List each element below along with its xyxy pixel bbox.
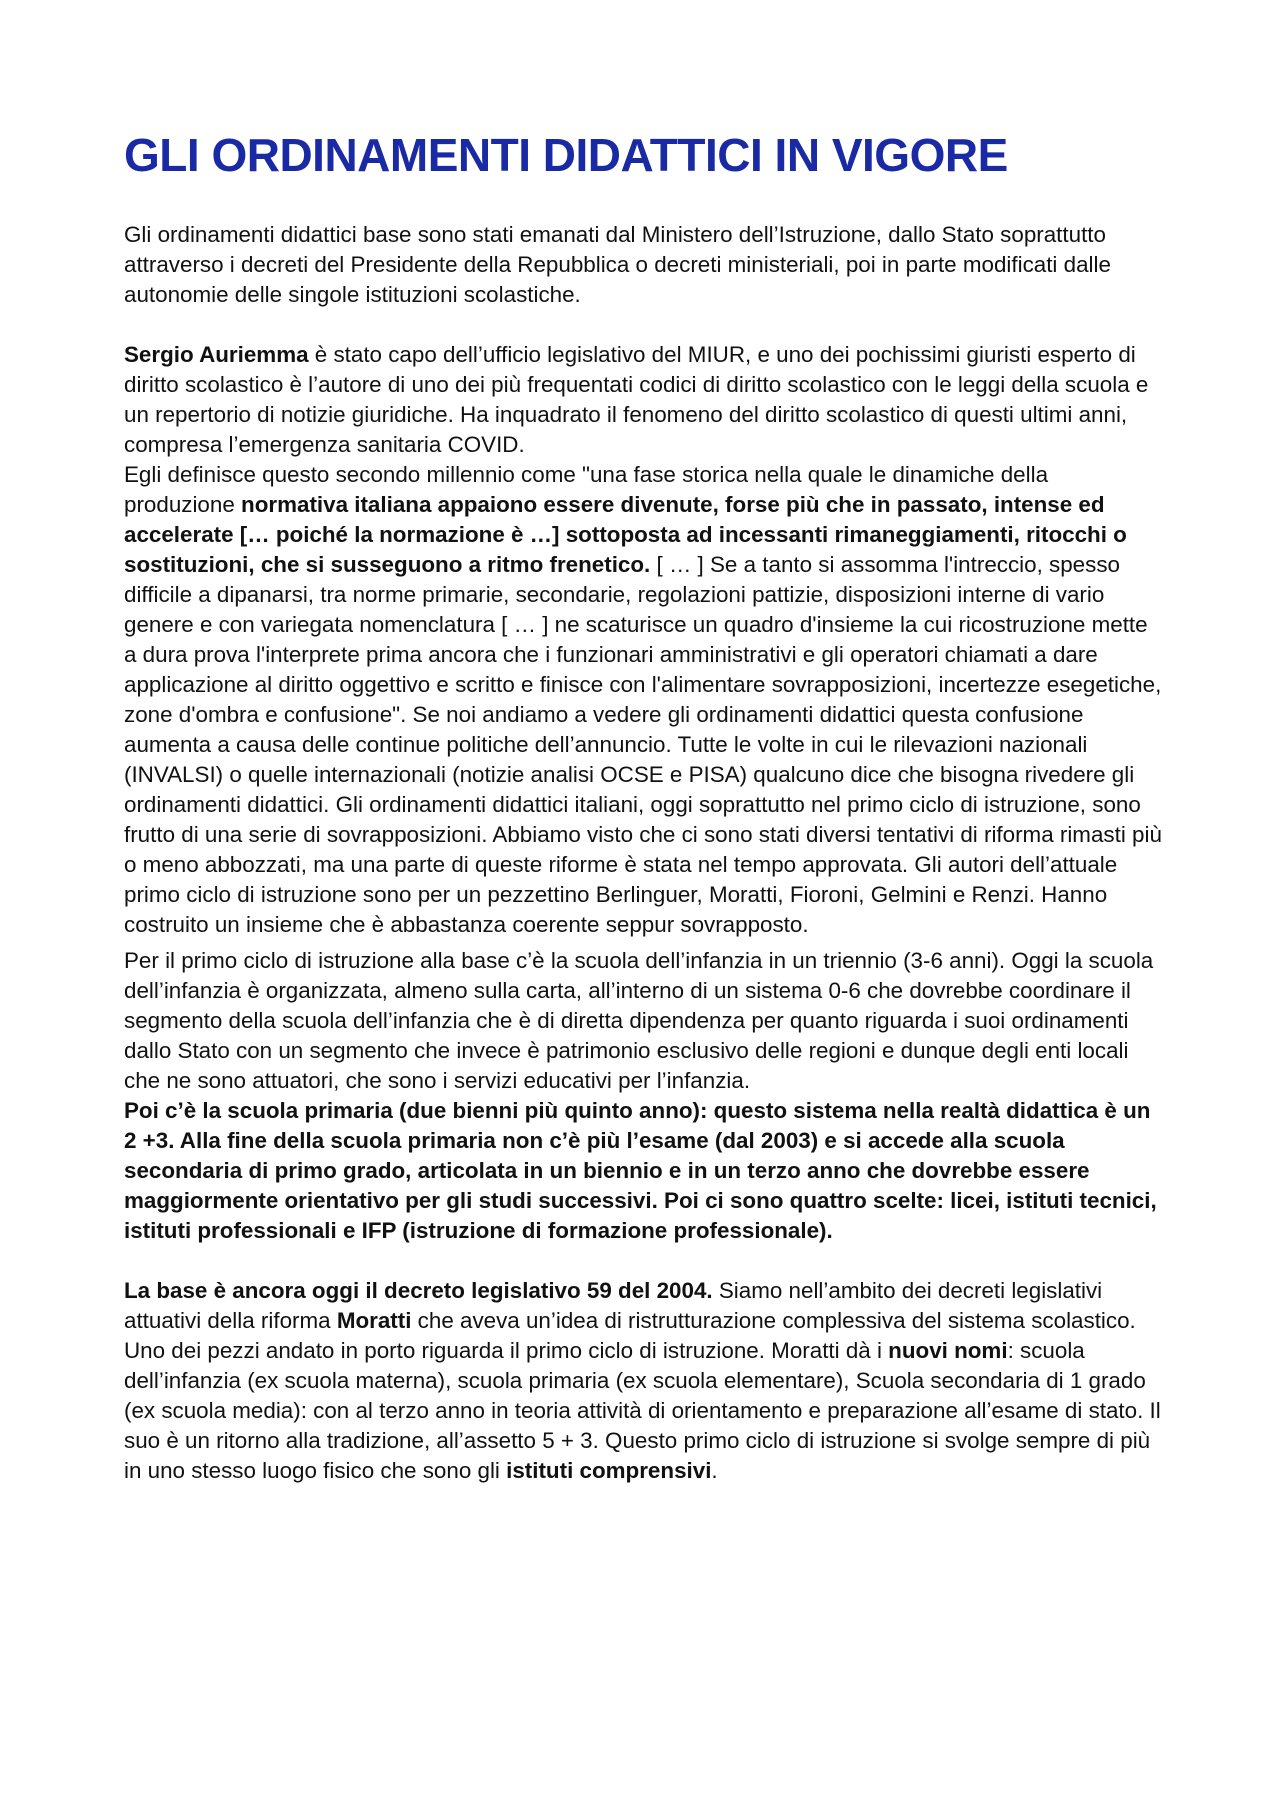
paragraph-text: Siamo nell’ambito dei decreti legislativi attuativi della riforma xyxy=(124,1278,1103,1333)
paragraph-auriemma xyxy=(124,340,1164,460)
paragraph-decreto xyxy=(124,1276,1164,1486)
paragraph-infanzia: Per il primo ciclo di istruzione alla base c’è la scuola dell’infanzia in un triennio (3-6 anni). Oggi la scuola dell’infanzia è organizzata, almeno sulla carta, all’interno di un sistema 0-6 che dovrebbe coordinare il segmento della scuola dell’infanzia che è di diretta dipendenza per quanto riguarda i suoi ordinamenti dallo Stato con un segmento che invece è patrimonio esclusivo delle regioni e dunque degli enti locali che ne sono attuatori, che sono i servizi educativi per l’infanzia. xyxy=(124,948,1154,1093)
paragraph-quote xyxy=(124,460,1164,940)
paragraph-text: è stato capo dell’ufficio legislativo del MIUR, e uno dei pochissimi giuristi esperto di diritto scolastico è l’autore di uno dei più frequentati codici di diritto scolastico con le leggi della scuola e un repertorio di notizie giuridiche. Ha inquadrato il fenomeno del diritto scolastico di questi ultimi anni, compresa l’emergenza sanitaria COVID. xyxy=(124,342,1149,457)
paragraph-primaria: Poi c’è la scuola primaria (due bienni più quinto anno): questo sistema nella realtà didattica è un 2 +3. Alla fine della scuola primaria non c’è più l’esame (dal 2003) e si accede alla scuola secondaria di primo grado, articolata in un biennio e in un terzo anno che dovrebbe essere maggiormente orientativo per gli studi successivi. Poi ci sono quattro scelte: licei, istituti tecnici, istituti professionali e IFP (istruzione di formazione professionale). xyxy=(124,1098,1157,1243)
page-title: GLI ORDINAMENTI DIDATTICI IN VIGORE xyxy=(124,129,1008,181)
paragraph-text: [ … ] Se a tanto si assomma l'intreccio, spesso difficile a dipanarsi, tra norme primarie, secondarie, regolazioni pattizie, disposizioni interne di vario genere e con variegata nomenclatura [ … ] ne scaturisce un quadro d'insieme la cui ricostruzione mette a dura prova l'interprete prima ancora che i funzionari amministrativi e gli operatori chiamati a dare applicazione al diritto oggettivo e scritto e finisce con l'alimentare sovrapposizioni, incertezze esegetiche, zone d'ombra e confusione". Se noi andiamo a vedere gli ordinamenti didattici questa confusione aumenta a causa delle continue politiche dell’annuncio. Tutte le volte in cui le rilevazioni nazionali (INVALSI) o quelle internazionali (notizie analisi OCSE e PISA) qualcuno dice che bisogna rivedere gli ordinamenti didattici. Gli ordinamenti didattici italiani, oggi soprattutto nel primo ciclo di istruzione, sono frutto di una serie di sovrapposizioni. Abbiamo visto che ci sono stati diversi tentativi di riforma rimasti più o meno abbozzati, ma una parte di queste riforme è stata nel tempo approvata. Gli autori dell’attuale primo ciclo di istruzione sono per un pezzettino Berlinguer, Moratti, Fioroni, Gelmini e Renzi. Hanno costruito un insieme che è abbastanza coerente seppur sovrapposto. xyxy=(124,552,1162,937)
paragraph-text: che aveva un’idea di ristrutturazione complessiva del sistema scolastico. Uno dei pezzi andato in porto riguarda il primo ciclo di istruzione. Moratti dà i xyxy=(124,1308,1136,1363)
paragraph-text: . xyxy=(711,1458,718,1483)
nuovi-nomi-bold: nuovi nomi xyxy=(888,1338,1008,1363)
paragraph-intro: Gli ordinamenti didattici base sono stati emanati dal Ministero dell’Istruzione, dallo Stato soprattutto attraverso i decreti del Presidente della Repubblica o decreti ministeriali, poi in parte modificati dalle autonomie delle singole istituzioni scolastiche. xyxy=(124,222,1111,307)
author-name: Sergio Auriemma xyxy=(124,342,309,367)
moratti-bold: Moratti xyxy=(336,1308,412,1333)
istituti-comprensivi-bold: istituti comprensivi xyxy=(506,1458,712,1483)
decreto-bold: La base è ancora oggi il decreto legislativo 59 del 2004. xyxy=(124,1278,713,1303)
paragraph-text: : scuola dell’infanzia (ex scuola materna), scuola primaria (ex scuola elementare), Scuola secondaria di 1 grado (ex scuola media): con al terzo anno in teoria attività di orientamento e preparazione all’esame di stato. Il suo è un ritorno alla tradizione, all’assetto 5 + 3. Questo primo ciclo di istruzione si svolge sempre di più in uno stesso luogo fisico che sono gli xyxy=(124,1338,1161,1483)
quote-bold: normativa italiana appaiono essere divenute, forse più che in passato, intense ed accelerate [… poiché la normazione è …] sottoposta ad incessanti rimaneggiamenti, ritocchi o sostituzioni, che si susseguono a ritmo frenetico. xyxy=(124,492,1127,577)
document-page xyxy=(124,125,1164,1486)
paragraph-text: Egli definisce questo secondo millennio come "una fase storica nella quale le dinamiche della produzione xyxy=(124,462,1049,517)
